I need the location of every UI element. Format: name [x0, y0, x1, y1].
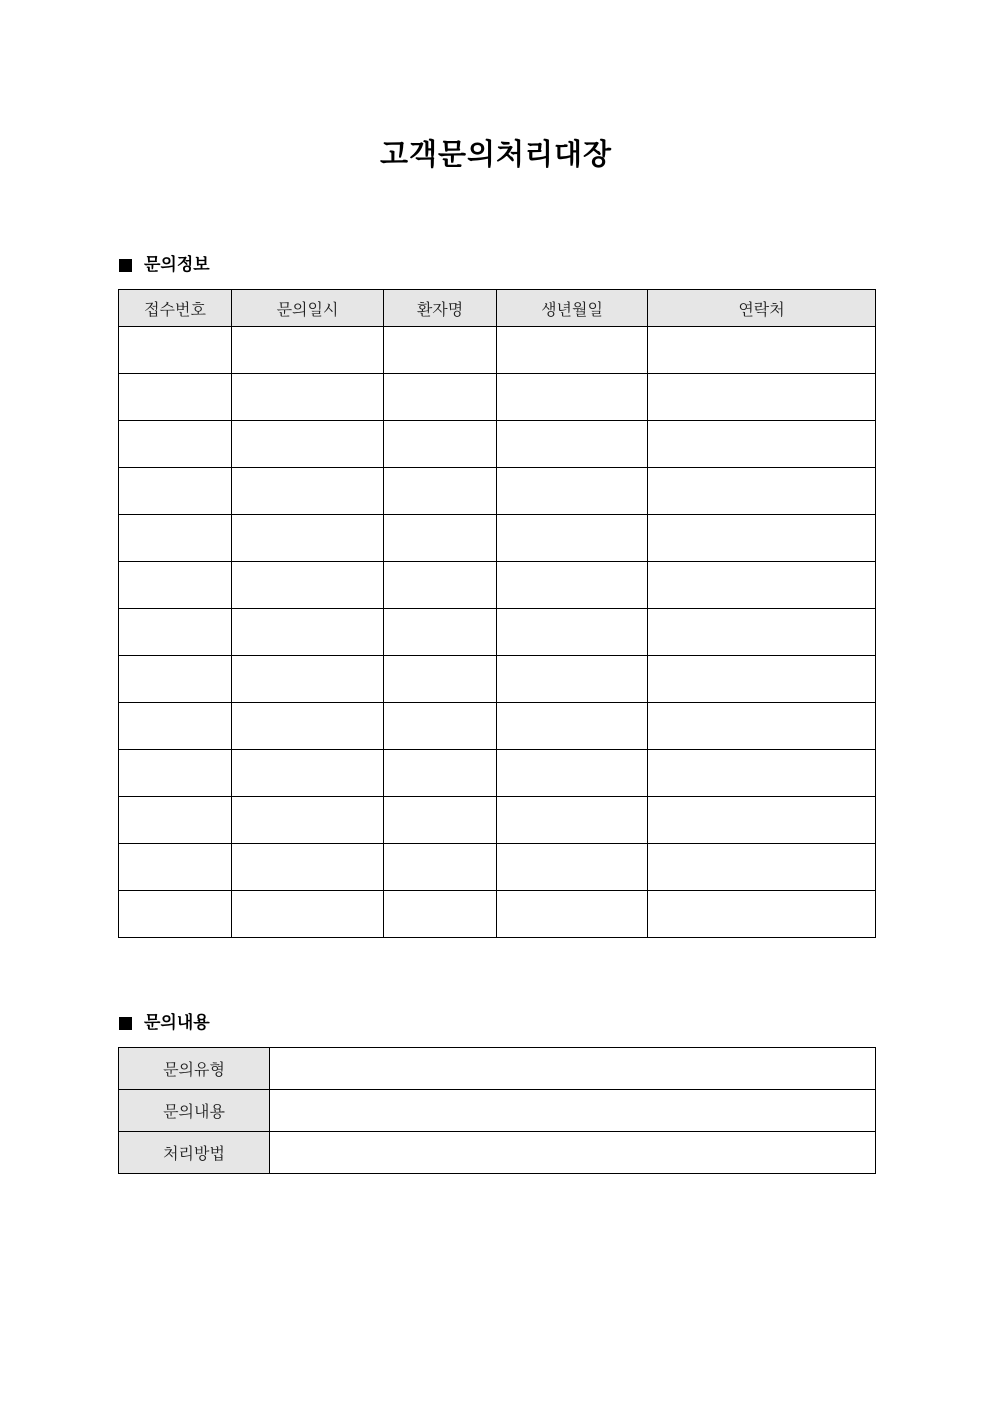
table-row — [119, 656, 876, 703]
cell-receipt-number[interactable] — [119, 797, 232, 844]
cell-patient-name[interactable] — [384, 468, 497, 515]
field-inquiry-type[interactable] — [270, 1048, 876, 1090]
cell-inquiry-datetime[interactable] — [232, 515, 384, 562]
table-row — [119, 374, 876, 421]
cell-receipt-number[interactable] — [119, 609, 232, 656]
cell-birth-date[interactable] — [497, 421, 648, 468]
cell-patient-name[interactable] — [384, 374, 497, 421]
table-row — [119, 1132, 876, 1174]
table-row — [119, 891, 876, 938]
label-inquiry-type: 문의유형 — [119, 1048, 270, 1090]
cell-contact[interactable] — [648, 656, 876, 703]
table-row — [119, 515, 876, 562]
column-header-inquiry-datetime: 문의일시 — [232, 290, 384, 327]
cell-receipt-number[interactable] — [119, 844, 232, 891]
cell-inquiry-datetime[interactable] — [232, 750, 384, 797]
cell-patient-name[interactable] — [384, 656, 497, 703]
cell-inquiry-datetime[interactable] — [232, 797, 384, 844]
cell-contact[interactable] — [648, 609, 876, 656]
cell-patient-name[interactable] — [384, 797, 497, 844]
cell-contact[interactable] — [648, 468, 876, 515]
table-header-row — [119, 290, 876, 327]
cell-receipt-number[interactable] — [119, 703, 232, 750]
cell-receipt-number[interactable] — [119, 468, 232, 515]
table-row — [119, 750, 876, 797]
cell-contact[interactable] — [648, 515, 876, 562]
cell-inquiry-datetime[interactable] — [232, 891, 384, 938]
label-processing-method: 처리방법 — [119, 1132, 270, 1174]
field-inquiry-content[interactable] — [270, 1090, 876, 1132]
cell-birth-date[interactable] — [497, 703, 648, 750]
cell-birth-date[interactable] — [497, 656, 648, 703]
cell-inquiry-datetime[interactable] — [232, 656, 384, 703]
cell-patient-name[interactable] — [384, 609, 497, 656]
cell-inquiry-datetime[interactable] — [232, 468, 384, 515]
table-row — [119, 562, 876, 609]
cell-birth-date[interactable] — [497, 468, 648, 515]
cell-receipt-number[interactable] — [119, 327, 232, 374]
inquiry-info-table — [118, 289, 876, 938]
section-heading-inquiry-info — [119, 254, 210, 276]
table-row — [119, 844, 876, 891]
cell-contact[interactable] — [648, 891, 876, 938]
cell-birth-date[interactable] — [497, 374, 648, 421]
cell-patient-name[interactable] — [384, 421, 497, 468]
cell-patient-name[interactable] — [384, 703, 497, 750]
cell-contact[interactable] — [648, 703, 876, 750]
cell-receipt-number[interactable] — [119, 656, 232, 703]
page-title: 고객문의처리대장 — [379, 137, 613, 171]
column-header-contact: 연락처 — [648, 290, 876, 327]
table-row — [119, 421, 876, 468]
table-row — [119, 797, 876, 844]
section-heading-label: 문의정보 — [144, 255, 210, 275]
cell-receipt-number[interactable] — [119, 515, 232, 562]
cell-contact[interactable] — [648, 844, 876, 891]
cell-birth-date[interactable] — [497, 515, 648, 562]
column-header-patient-name: 환자명 — [384, 290, 497, 327]
cell-birth-date[interactable] — [497, 562, 648, 609]
cell-birth-date[interactable] — [497, 891, 648, 938]
label-inquiry-content: 문의내용 — [119, 1090, 270, 1132]
cell-inquiry-datetime[interactable] — [232, 844, 384, 891]
section-heading-label: 문의내용 — [144, 1013, 210, 1033]
cell-inquiry-datetime[interactable] — [232, 562, 384, 609]
cell-birth-date[interactable] — [497, 797, 648, 844]
table-row — [119, 1048, 876, 1090]
black-square-icon — [119, 1017, 132, 1030]
cell-inquiry-datetime[interactable] — [232, 327, 384, 374]
cell-contact[interactable] — [648, 327, 876, 374]
cell-receipt-number[interactable] — [119, 750, 232, 797]
field-processing-method[interactable] — [270, 1132, 876, 1174]
cell-contact[interactable] — [648, 750, 876, 797]
table-row — [119, 609, 876, 656]
cell-contact[interactable] — [648, 797, 876, 844]
cell-inquiry-datetime[interactable] — [232, 374, 384, 421]
column-header-receipt-number: 접수번호 — [119, 290, 232, 327]
cell-contact[interactable] — [648, 562, 876, 609]
cell-patient-name[interactable] — [384, 327, 497, 374]
cell-inquiry-datetime[interactable] — [232, 609, 384, 656]
cell-receipt-number[interactable] — [119, 891, 232, 938]
black-square-icon — [119, 259, 132, 272]
cell-birth-date[interactable] — [497, 844, 648, 891]
table-row — [119, 1090, 876, 1132]
cell-receipt-number[interactable] — [119, 421, 232, 468]
cell-inquiry-datetime[interactable] — [232, 703, 384, 750]
inquiry-content-table — [118, 1047, 876, 1174]
cell-birth-date[interactable] — [497, 750, 648, 797]
cell-patient-name[interactable] — [384, 515, 497, 562]
cell-birth-date[interactable] — [497, 609, 648, 656]
cell-patient-name[interactable] — [384, 844, 497, 891]
cell-patient-name[interactable] — [384, 750, 497, 797]
table-row — [119, 468, 876, 515]
cell-contact[interactable] — [648, 374, 876, 421]
cell-receipt-number[interactable] — [119, 374, 232, 421]
table-row — [119, 703, 876, 750]
cell-inquiry-datetime[interactable] — [232, 421, 384, 468]
table-row — [119, 327, 876, 374]
cell-patient-name[interactable] — [384, 562, 497, 609]
cell-birth-date[interactable] — [497, 327, 648, 374]
cell-receipt-number[interactable] — [119, 562, 232, 609]
cell-contact[interactable] — [648, 421, 876, 468]
section-heading-inquiry-content — [119, 1012, 210, 1034]
cell-patient-name[interactable] — [384, 891, 497, 938]
column-header-birth-date: 생년월일 — [497, 290, 648, 327]
